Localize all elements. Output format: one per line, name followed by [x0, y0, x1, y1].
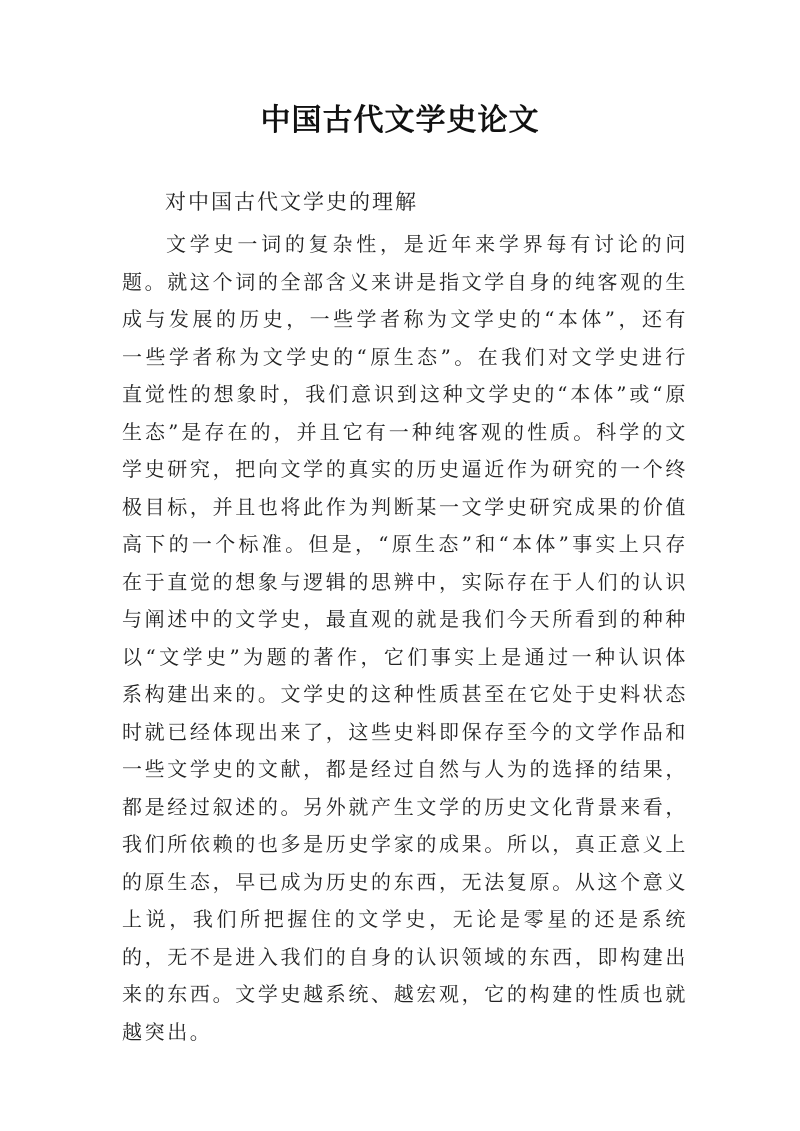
document-title: 中国古代文学史论文	[260, 103, 540, 138]
body-paragraph: 文学史一词的复杂性，是近年来学界每有讨论的问题。就这个词的全部含义来讲是指文学自身的纯客观的生成与发展的历史，一些学者称为文学史的“本体”，还有一些学者称为文学史的“原生态”。在我们对文学史进行直觉性的想象时，我们意识到这种文学史的“本体”或“原生态”是存在的，并且它有一种纯客观的性质。科学的文学史研究，把向文学的真实的历史逼近作为研究的一个终极目标，并且也将此作为判断某一文学史研究成果的价值高下的一个标准。但是，“原生态”和“本体”事实上只存在于直觉的想象与逻辑的思辨中，实际存在于人们的认识与阐述中的文学史，最直观的就是我们今天所看到的种种以“文学史”为题的著作，它们事实上是通过一种认识体系构建出来的。文学史的这种性质甚至在它处于史料状态时就已经体现出来了，这些史料即保存至今的文学作品和一些文学史的文献，都是经过自然与人为的选择的结果，都是经过叙述的。另外就产生文学的历史文化背景来看，我们所依赖的也多是历史学家的成果。所以，真正意义上的原生态，早已成为历史的东西，无法复原。从这个意义上说，我们所把握住的文学史，无论是零星的还是系统的，无不是进入我们的自身的认识领域的东西，即构建出来的东西。文学史越系统、越宏观，它的构建的性质也就越突出。	[122, 232, 688, 1044]
document-subtitle: 对中国古代文学史的理解	[165, 190, 418, 214]
